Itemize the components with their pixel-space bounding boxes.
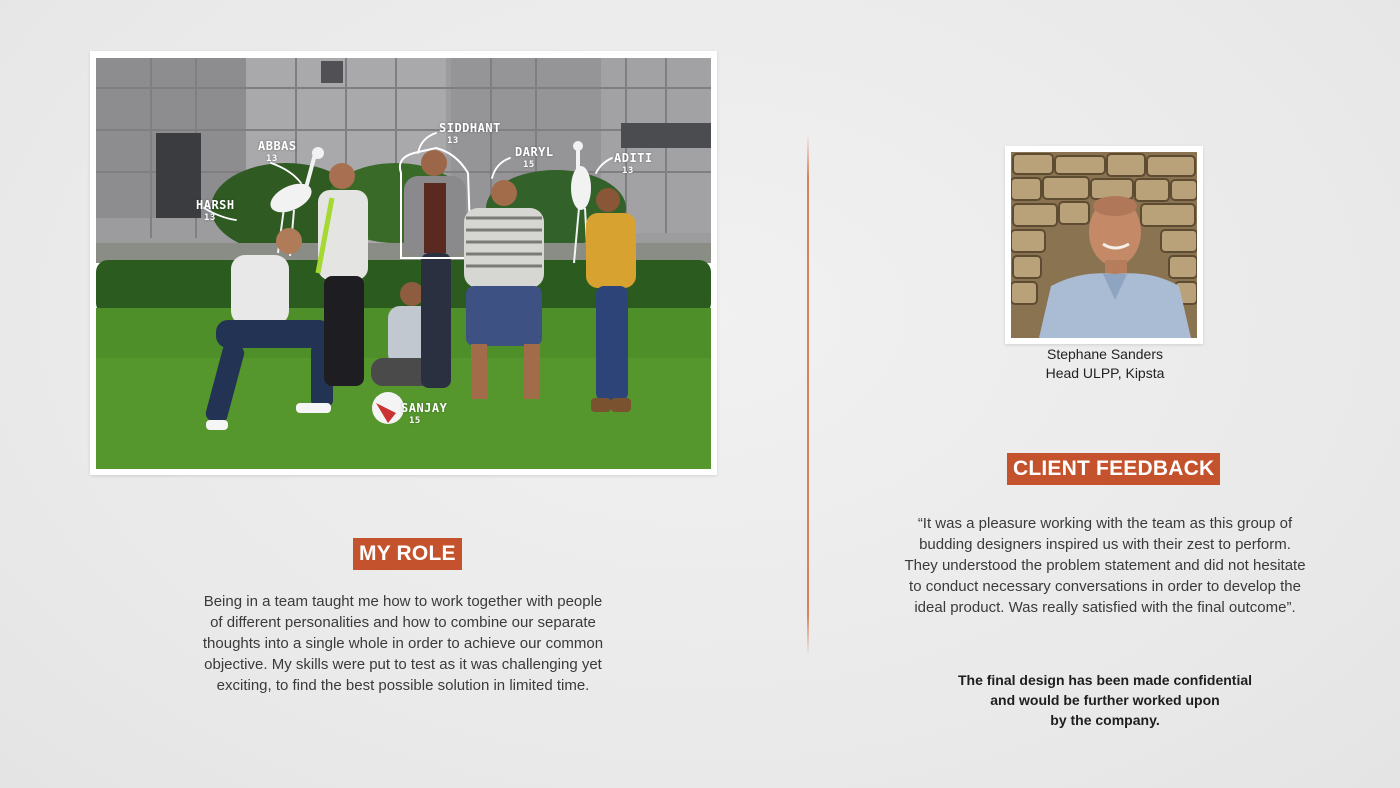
client-portrait-frame <box>1005 146 1203 344</box>
name-tag-number: 13 <box>266 154 278 164</box>
name-tag-abbas <box>258 140 297 164</box>
client-portrait <box>1011 152 1197 338</box>
my-role-text: Being in a team taught me how to work together with people of different personalities and how to combine our separate thoughts into a single whole in order to achieve our common objective. My skills were put to test as it was challenging yet exciting, to find the best possible solution in limited time. <box>202 593 604 694</box>
name-tag-number: 15 <box>409 416 421 426</box>
confidential-note-line: by the company. <box>1050 712 1160 728</box>
client-name: Stephane Sanders <box>1047 346 1163 362</box>
name-tag-label: DARYL <box>515 145 554 159</box>
name-tag-number: 13 <box>447 136 459 146</box>
name-tag-number: 15 <box>523 160 535 170</box>
confidential-note-line: and would be further worked upon <box>990 692 1220 708</box>
team-photo-frame <box>90 51 717 475</box>
client-title: Head ULPP, Kipsta <box>1045 365 1165 381</box>
name-tag-label: HARSH <box>196 198 235 212</box>
name-tag-number: 13 <box>204 213 216 223</box>
section-divider <box>807 135 809 655</box>
confidential-note <box>945 670 1265 730</box>
team-photo <box>96 58 711 469</box>
client-feedback-quote: “It was a pleasure working with the team as this group of budding designers inspired us with their zest to perform. They understood the problem statement and did not hesitate to conduct necessary conversations in order to develop the ideal product. Was really satisfied with the final outcome”. <box>904 515 1306 616</box>
name-tag-siddhant <box>439 122 501 146</box>
name-tag-label: SANJAY <box>401 401 448 415</box>
name-tag-harsh <box>196 199 235 223</box>
confidential-note-line: The final design has been made confidential <box>957 672 1253 688</box>
name-tag-daryl <box>515 146 554 170</box>
client-portrait-illustration <box>1011 152 1197 338</box>
name-tag-sanjay <box>401 402 447 426</box>
name-tag-number: 13 <box>622 166 634 176</box>
client-feedback-heading: CLIENT FEEDBACK <box>1007 453 1220 485</box>
name-tag-label: ADITI <box>614 151 653 165</box>
name-tag-aditi <box>614 152 653 176</box>
name-tag-label: ABBAS <box>258 139 297 153</box>
name-tag-label: SIDDHANT <box>439 121 501 135</box>
my-role-heading: MY ROLE <box>353 538 462 570</box>
